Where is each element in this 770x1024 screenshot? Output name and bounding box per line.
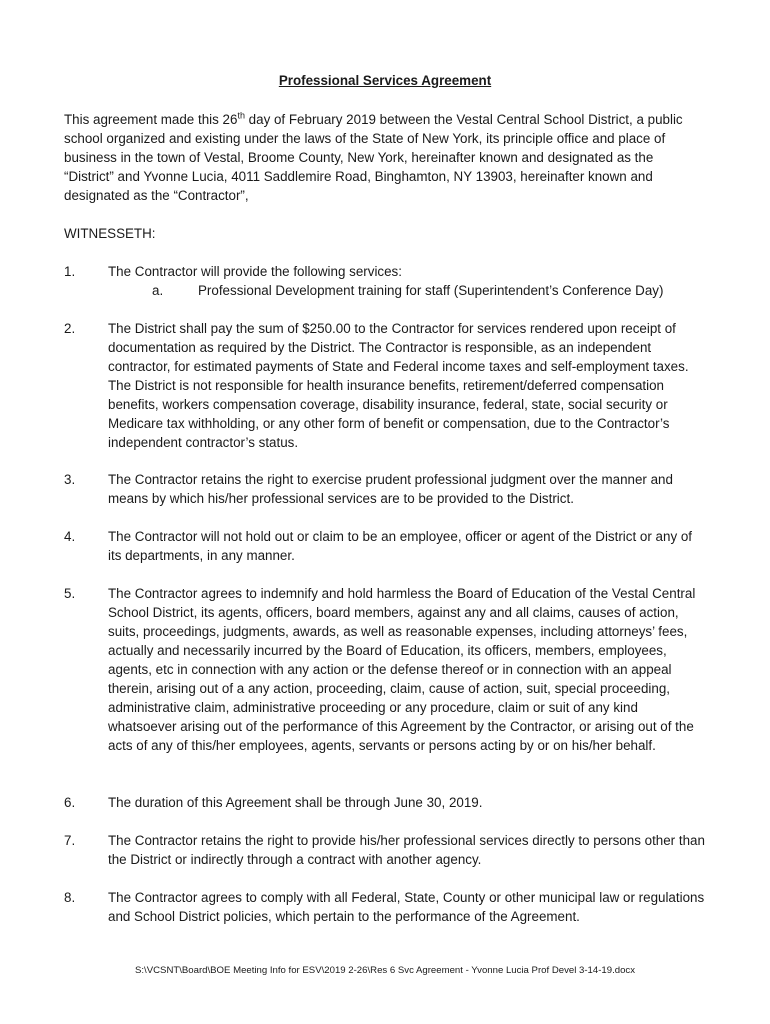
clause-text: The Contractor retains the right to provide his/her professional services directly to persons other than the District or indirectly through a contract with another agency. [108, 833, 705, 867]
clause-number: 4. [64, 529, 76, 544]
intro-superscript: th [237, 110, 245, 121]
file-path-footer: S:\VCSNT\Board\BOE Meeting Info for ESV\2019 2-26\Res 6 Svc Agreement - Yvonne Lucia Prof Devel 3-14-19.docx [134, 965, 636, 976]
clause-number: 5. [64, 586, 76, 601]
clause-number: 6. [64, 795, 76, 810]
clause-text: The Contractor agrees to comply with all Federal, State, County or other municipal law or regulations and School District policies, which pertain to the performance of the Agreement. [108, 890, 705, 924]
intro-text-rest: day of February 2019 between the Vestal Central School District, a public school organized and existing under the laws of the State of New York, its principle office and place of business in the town of Vestal, Broome County, New York, hereinafter known and designated as the “District” and Yvonne Lucia, 4011 Saddlemire Road, Binghamton, NY 13903, hereinafter known and designated as the “Contractor”, [64, 112, 683, 203]
clause-text: The Contractor retains the right to exercise prudent professional judgment over the manner and means by which his/her professional services are to be provided to the District. [108, 472, 673, 506]
intro-paragraph [64, 110, 700, 205]
clause-number: 2. [64, 321, 76, 336]
clause-number: 8. [64, 890, 76, 905]
subitem-text: Professional Development training for staff (Superintendent’s Conference Day) [198, 283, 664, 298]
clause-text: The Contractor agrees to indemnify and hold harmless the Board of Education of the Vestal Central School District, its agents, officers, board members, against any and all claims, causes of action, suits, proceedings, judgments, awards, as well as reasonable expenses, including attorneys’ fees, actually and necessarily incurred by the Board of Education, its officers, members, employees, agents, etc in connection with any action or the defense thereof or in connection with an appeal therein, arising out of a any action, proceeding, claim, cause of action, suit, special proceeding, administrative claim, administrative proceeding or any procedure, claim or suit of any kind whatsoever arising out of the performance of this Agreement by the Contractor, or arising out of the acts of any of this/her employees, agents, servants or persons acting by or on his/her behalf. [108, 586, 696, 753]
intro-text-start: This agreement made this 26 [64, 112, 238, 127]
clause-number: 3. [64, 472, 76, 487]
clause-text: The duration of this Agreement shall be through June 30, 2019. [108, 795, 483, 810]
clause-text: The Contractor will provide the following services: [108, 264, 402, 279]
clause-text: The District shall pay the sum of $250.00 to the Contractor for services rendered upon receipt of documentation as required by the District. The Contractor is responsible, as an independent contractor, for estimated payments of State and Federal income taxes and self-employment taxes. The District is not responsible for health insurance benefits, retirement/deferred compensation benefits, workers compensation coverage, disability insurance, federal, state, social security or Medicare tax withholding, or any other form of benefit or compensation, due to the Contractor’s independent contractor’s status. [108, 321, 689, 450]
clause-number: 1. [64, 264, 76, 279]
clause-number: 7. [64, 833, 76, 848]
document-title: Professional Services Agreement [278, 73, 492, 88]
subitem-letter: a. [152, 283, 164, 298]
clause-text: The Contractor will not hold out or claim to be an employee, officer or agent of the District or any of its departments, in any manner. [108, 529, 693, 563]
witnesseth-heading: WITNESSETH: [64, 226, 156, 241]
